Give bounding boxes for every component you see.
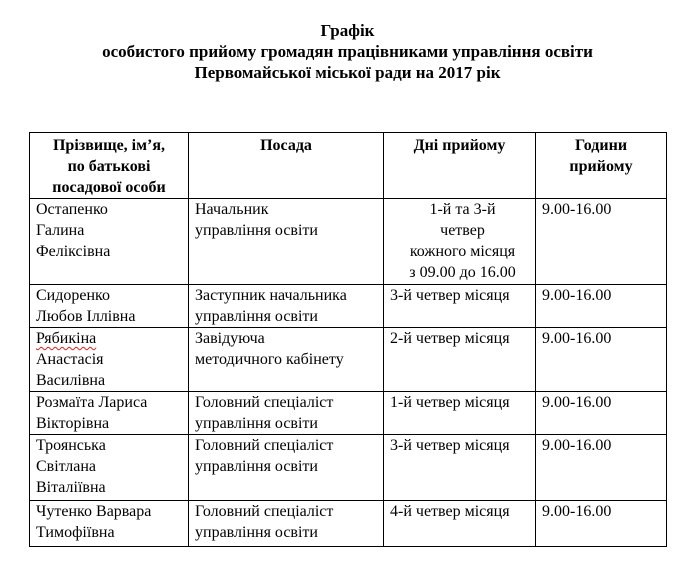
days-line: 1-й четвер місяця xyxy=(390,394,510,411)
hours-value: 9.00-16.00 xyxy=(542,437,612,454)
name-line: Чутенко Варвара xyxy=(36,503,152,520)
cell-days xyxy=(384,392,536,435)
position-line: управління освіти xyxy=(195,524,318,541)
title-line-3: Первомайської міської ради на 2017 рік xyxy=(194,63,501,82)
header-days xyxy=(384,133,536,199)
cell-name xyxy=(30,328,189,392)
table-row xyxy=(30,328,667,392)
position-line: управління освіти xyxy=(195,415,318,432)
hours-value: 9.00-16.00 xyxy=(542,394,612,411)
table-row xyxy=(30,392,667,435)
position-line: Головний спеціаліст xyxy=(195,394,334,411)
table-header-row xyxy=(30,133,667,199)
table-row xyxy=(30,501,667,547)
cell-hours xyxy=(536,199,667,285)
days-line: 4-й четвер місяця xyxy=(390,503,510,520)
cell-position xyxy=(189,285,384,328)
table-row xyxy=(30,285,667,328)
name-line: Любов Іллівна xyxy=(36,308,136,325)
name-line: Остапенко xyxy=(36,201,108,218)
days-line: з 09.00 до 16.00 xyxy=(409,264,516,281)
schedule-table xyxy=(29,132,667,547)
position-line: Начальник xyxy=(195,201,269,218)
header-name-line: Прізвище, ім’я, xyxy=(52,137,165,154)
position-line: управління освіти xyxy=(195,458,318,475)
name-line: Тимофіївна xyxy=(36,524,115,541)
cell-position xyxy=(189,199,384,285)
name-line: Рябикіна xyxy=(36,330,97,347)
position-line: Головний спеціаліст xyxy=(195,503,334,520)
header-hours-line: Години xyxy=(574,137,628,154)
cell-days xyxy=(384,501,536,547)
cell-name xyxy=(30,392,189,435)
header-name-line: по батькові xyxy=(67,158,151,175)
document-title xyxy=(0,20,695,83)
hours-value: 9.00-16.00 xyxy=(542,503,612,520)
cell-position xyxy=(189,392,384,435)
header-name xyxy=(30,133,189,199)
header-hours-line: прийому xyxy=(569,158,633,175)
name-line: Вікторівна xyxy=(36,415,110,432)
cell-position xyxy=(189,501,384,547)
cell-hours xyxy=(536,328,667,392)
hours-value: 9.00-16.00 xyxy=(542,330,612,347)
cell-days xyxy=(384,435,536,501)
days-line: 3-й четвер місяця xyxy=(390,437,510,454)
cell-name xyxy=(30,501,189,547)
title-line-2: особистого прийому громадян працівниками управління освіти xyxy=(102,42,593,61)
table-row xyxy=(30,435,667,501)
table-row xyxy=(30,199,667,285)
days-line: 3-й четвер місяця xyxy=(390,287,510,304)
days-line: кожного місяця xyxy=(409,243,516,260)
cell-name xyxy=(30,435,189,501)
cell-name xyxy=(30,199,189,285)
position-line: Заступник начальника xyxy=(195,287,347,304)
name-line: Розмаїта Лариса xyxy=(36,394,148,411)
cell-position xyxy=(189,328,384,392)
days-line: 1-й та 3-й xyxy=(429,201,496,218)
name-line: Сидоренко xyxy=(36,287,110,304)
cell-hours xyxy=(536,435,667,501)
name-line: Анастасія xyxy=(36,351,104,368)
days-line: четвер xyxy=(440,222,485,239)
header-name-line: посадової особи xyxy=(52,179,166,196)
title-line-1: Графік xyxy=(320,21,375,40)
name-line: Віталіївна xyxy=(36,479,106,496)
cell-hours xyxy=(536,285,667,328)
cell-position xyxy=(189,435,384,501)
name-line: Троянська xyxy=(36,437,106,454)
position-line: методичного кабінету xyxy=(195,351,344,368)
position-line: управління освіти xyxy=(195,222,318,239)
name-line: Галина xyxy=(36,222,85,239)
name-line: Василівна xyxy=(36,372,106,389)
header-hours xyxy=(536,133,667,199)
hours-value: 9.00-16.00 xyxy=(542,287,612,304)
cell-days xyxy=(384,328,536,392)
days-line: 2-й четвер місяця xyxy=(390,330,510,347)
name-line: Феліксівна xyxy=(36,243,111,260)
cell-name xyxy=(30,285,189,328)
header-days-line: Дні прийому xyxy=(413,137,506,154)
hours-value: 9.00-16.00 xyxy=(542,201,612,218)
cell-hours xyxy=(536,501,667,547)
position-line: Завідуюча xyxy=(195,330,265,347)
cell-days xyxy=(384,285,536,328)
name-line: Світлана xyxy=(36,458,97,475)
position-line: Головний спеціаліст xyxy=(195,437,334,454)
position-line: управління освіти xyxy=(195,308,318,325)
header-position xyxy=(189,133,384,199)
header-position-line: Посада xyxy=(260,137,312,154)
cell-days xyxy=(384,199,536,285)
cell-hours xyxy=(536,392,667,435)
